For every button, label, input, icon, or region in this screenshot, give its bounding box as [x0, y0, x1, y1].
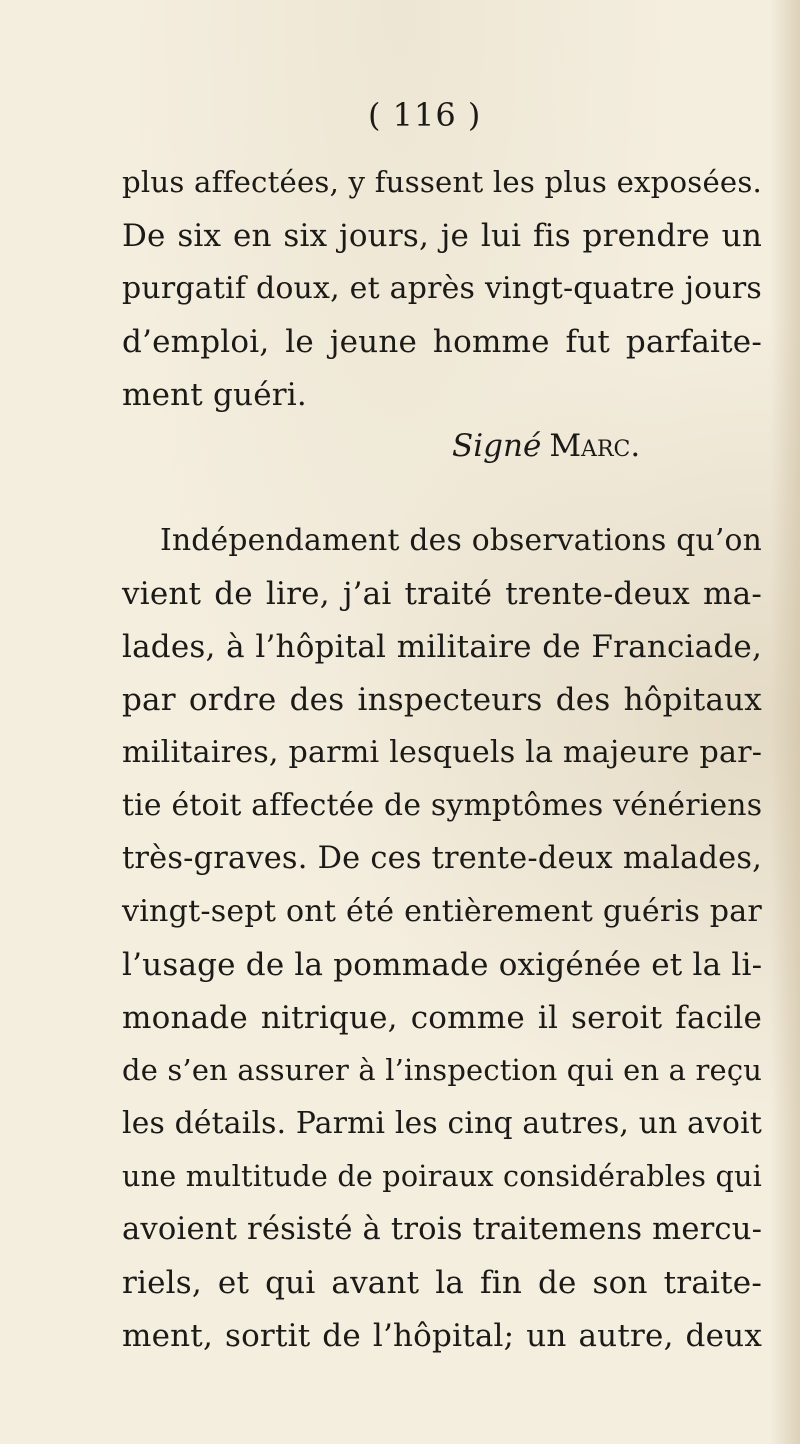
page-number: ( 116 ) [368, 96, 482, 134]
text-line: riels, et qui avant la fin de son traite- [122, 1265, 762, 1301]
text-line: lades, à l’hôpital militaire de Franciade, [122, 629, 762, 665]
text-line: plus affectées, y fussent les plus exposées. [122, 165, 762, 199]
text-line: vingt-sept ont été entièrement guéris par [122, 894, 762, 929]
text-line: Indépendament des observations qu’on [160, 523, 762, 558]
text-line: ment guéri. [122, 377, 307, 413]
text-line: d’emploi, le jeune homme fut parfaite- [122, 324, 762, 360]
text-line: les détails. Parmi les cinq autres, un avoit [122, 1106, 762, 1141]
page-edge-shadow [770, 0, 800, 1444]
text-line: vient de lire, j’ai traité trente-deux ma- [122, 576, 762, 612]
text-line: l’usage de la pommade oxigénée et la li- [122, 947, 763, 983]
text-line: très-graves. De ces trente-deux malades, [122, 841, 762, 876]
signature-label: Signé [452, 428, 542, 464]
text-line: par ordre des inspecteurs des hôpitaux [122, 682, 762, 718]
text-line: ment, sortit de l’hôpital; un autre, deux [122, 1318, 762, 1354]
signature-name: Marc. [549, 428, 641, 464]
text-line: purgatif doux, et après vingt-quatre jours [122, 271, 762, 306]
text-line: avoient résisté à trois traitemens mercu- [122, 1212, 763, 1247]
signature [452, 428, 640, 464]
text-line: une multitude de poiraux considérables qui [122, 1159, 762, 1193]
text-line: monade nitrique, comme il seroit facile [122, 1000, 762, 1036]
text-line: militaires, parmi lesquels la majeure par- [122, 735, 763, 770]
text-line: tie étoit affectée de symptômes vénériens [122, 788, 763, 823]
text-line: De six en six jours, je lui fis prendre un [122, 218, 762, 254]
text-line: de s’en assurer à l’inspection qui en a reçu [122, 1053, 763, 1087]
